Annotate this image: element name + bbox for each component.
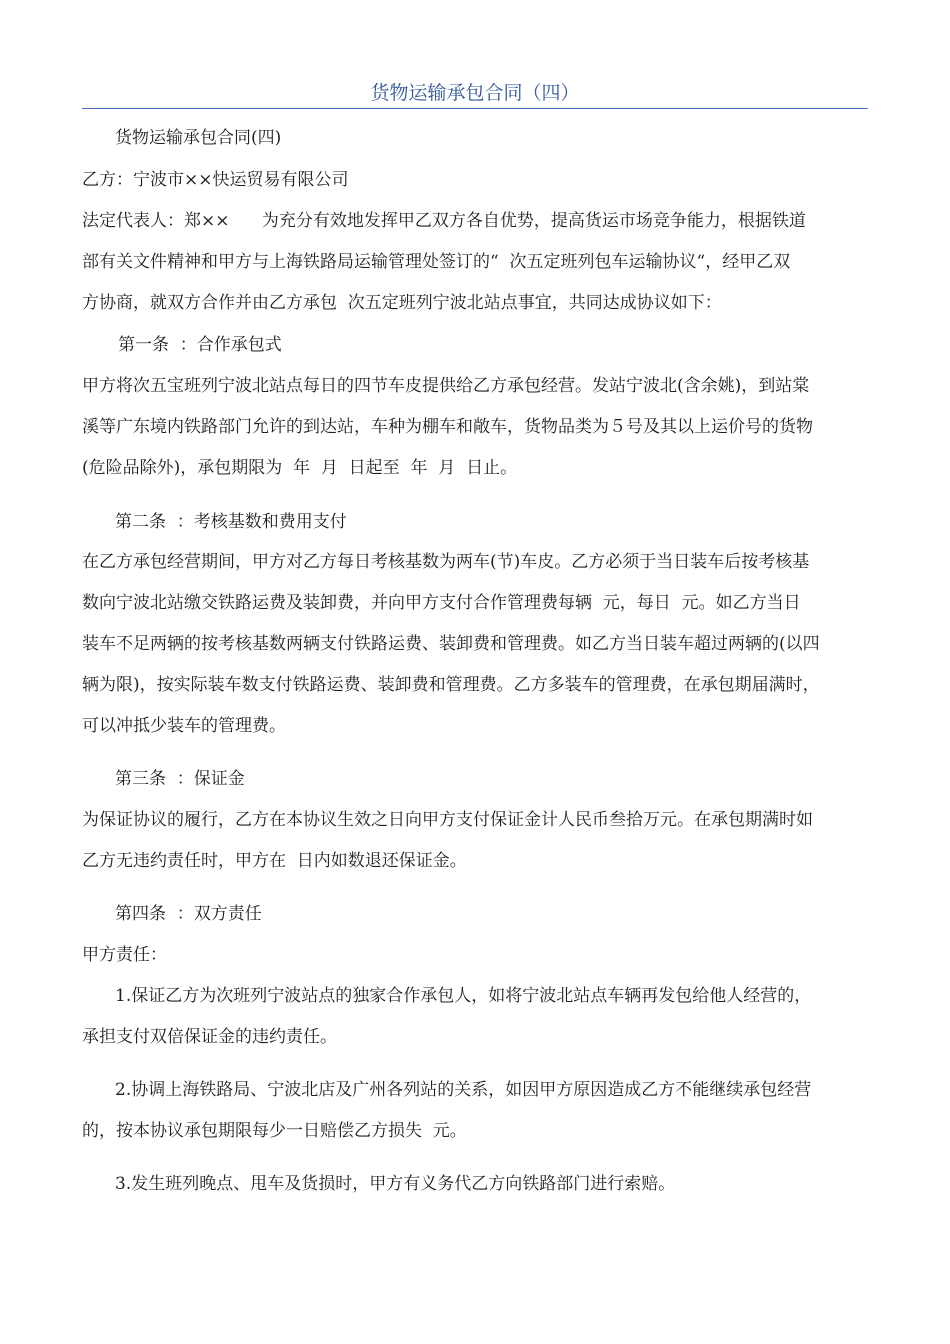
article-3-line-1: 为保证协议的履行，乙方在本协议生效之日向甲方支付保证金计人民币叁拾万元。在承包期满时如 bbox=[82, 810, 813, 830]
article-1-heading: 第一条 ：合作承包式 bbox=[118, 335, 282, 355]
header-divider bbox=[82, 108, 868, 109]
intro-line-1: 法定代表人：郑×× 为充分有效地发挥甲乙双方各自优势，提高货运市场竞争能力，根据铁道 bbox=[82, 211, 806, 231]
article-2-line-4: 辆为限)，按实际装车数支付铁路运费、装卸费和管理费。乙方多装车的管理费，在承包期届满时， bbox=[82, 675, 820, 695]
article-4-heading: 第四条 ：双方责任 bbox=[115, 904, 262, 924]
article-2-line-2: 数向宁波北站缴交铁路运费及装卸费，并向甲方支付合作管理费每辆 元，每日 元。如乙方当日 bbox=[82, 593, 801, 613]
page-header-title: 货物运输承包合同（四） bbox=[370, 82, 580, 104]
article-2-heading: 第二条 ：考核基数和费用支付 bbox=[115, 512, 347, 532]
responsibility-item-3-line-1: 3.发生班列晚点、甩车及货损时，甲方有义务代乙方向铁路部门进行索赔。 bbox=[115, 1174, 676, 1194]
party-a-responsibilities-heading: 甲方责任： bbox=[82, 945, 167, 965]
article-1-line-2: 溪等广东境内铁路部门允许的到达站，车种为棚车和敞车，货物品类为５号及其以上运价号的货物 bbox=[82, 417, 813, 437]
article-3-heading: 第三条 ：保证金 bbox=[115, 769, 245, 789]
article-2-line-3: 装车不足两辆的按考核基数两辆支付铁路运费、装卸费和管理费。如乙方当日装车超过两辆的(以四 bbox=[82, 634, 820, 654]
article-2-line-1: 在乙方承包经营期间，甲方对乙方每日考核基数为两车(节)车皮。乙方必须于当日装车后按考核基 bbox=[82, 552, 810, 572]
article-3-line-2: 乙方无违约责任时，甲方在 日内如数退还保证金。 bbox=[82, 851, 467, 871]
responsibility-item-1-line-1: 1.保证乙方为次班列宁波站点的独家合作承包人，如将宁波北站点车辆再发包给他人经营的， bbox=[115, 986, 812, 1006]
article-1-line-1: 甲方将次五宝班列宁波北站点每日的四节车皮提供给乙方承包经营。发站宁波北(含余姚)，到站棠 bbox=[82, 376, 810, 396]
intro-line-2: 部有关文件精神和甲方与上海铁路局运输管理处签订的“ 次五定班列包车运输协议“，经甲乙双 bbox=[82, 252, 791, 272]
article-2-line-5: 可以冲抵少装车的管理费。 bbox=[82, 716, 286, 736]
intro-line-3: 方协商，就双方合作并由乙方承包 次五定班列宁波北站点事宜，共同达成协议如下： bbox=[82, 293, 722, 313]
responsibility-item-2-line-2: 的，按本协议承包期限每少一日赔偿乙方损失 元。 bbox=[82, 1121, 467, 1141]
responsibility-item-1-line-2: 承担支付双倍保证金的违约责任。 bbox=[82, 1027, 337, 1047]
party-b-line: 乙方：宁波市××快运贸易有限公司 bbox=[82, 170, 349, 190]
document-title: 货物运输承包合同(四) bbox=[115, 128, 282, 148]
article-1-line-3: (危险品除外)，承包期限为 年 月 日起至 年 月 日止。 bbox=[82, 458, 518, 478]
responsibility-item-2-line-1: 2.协调上海铁路局、宁波北店及广州各列站的关系，如因甲方原因造成乙方不能继续承包经营 bbox=[115, 1080, 812, 1100]
